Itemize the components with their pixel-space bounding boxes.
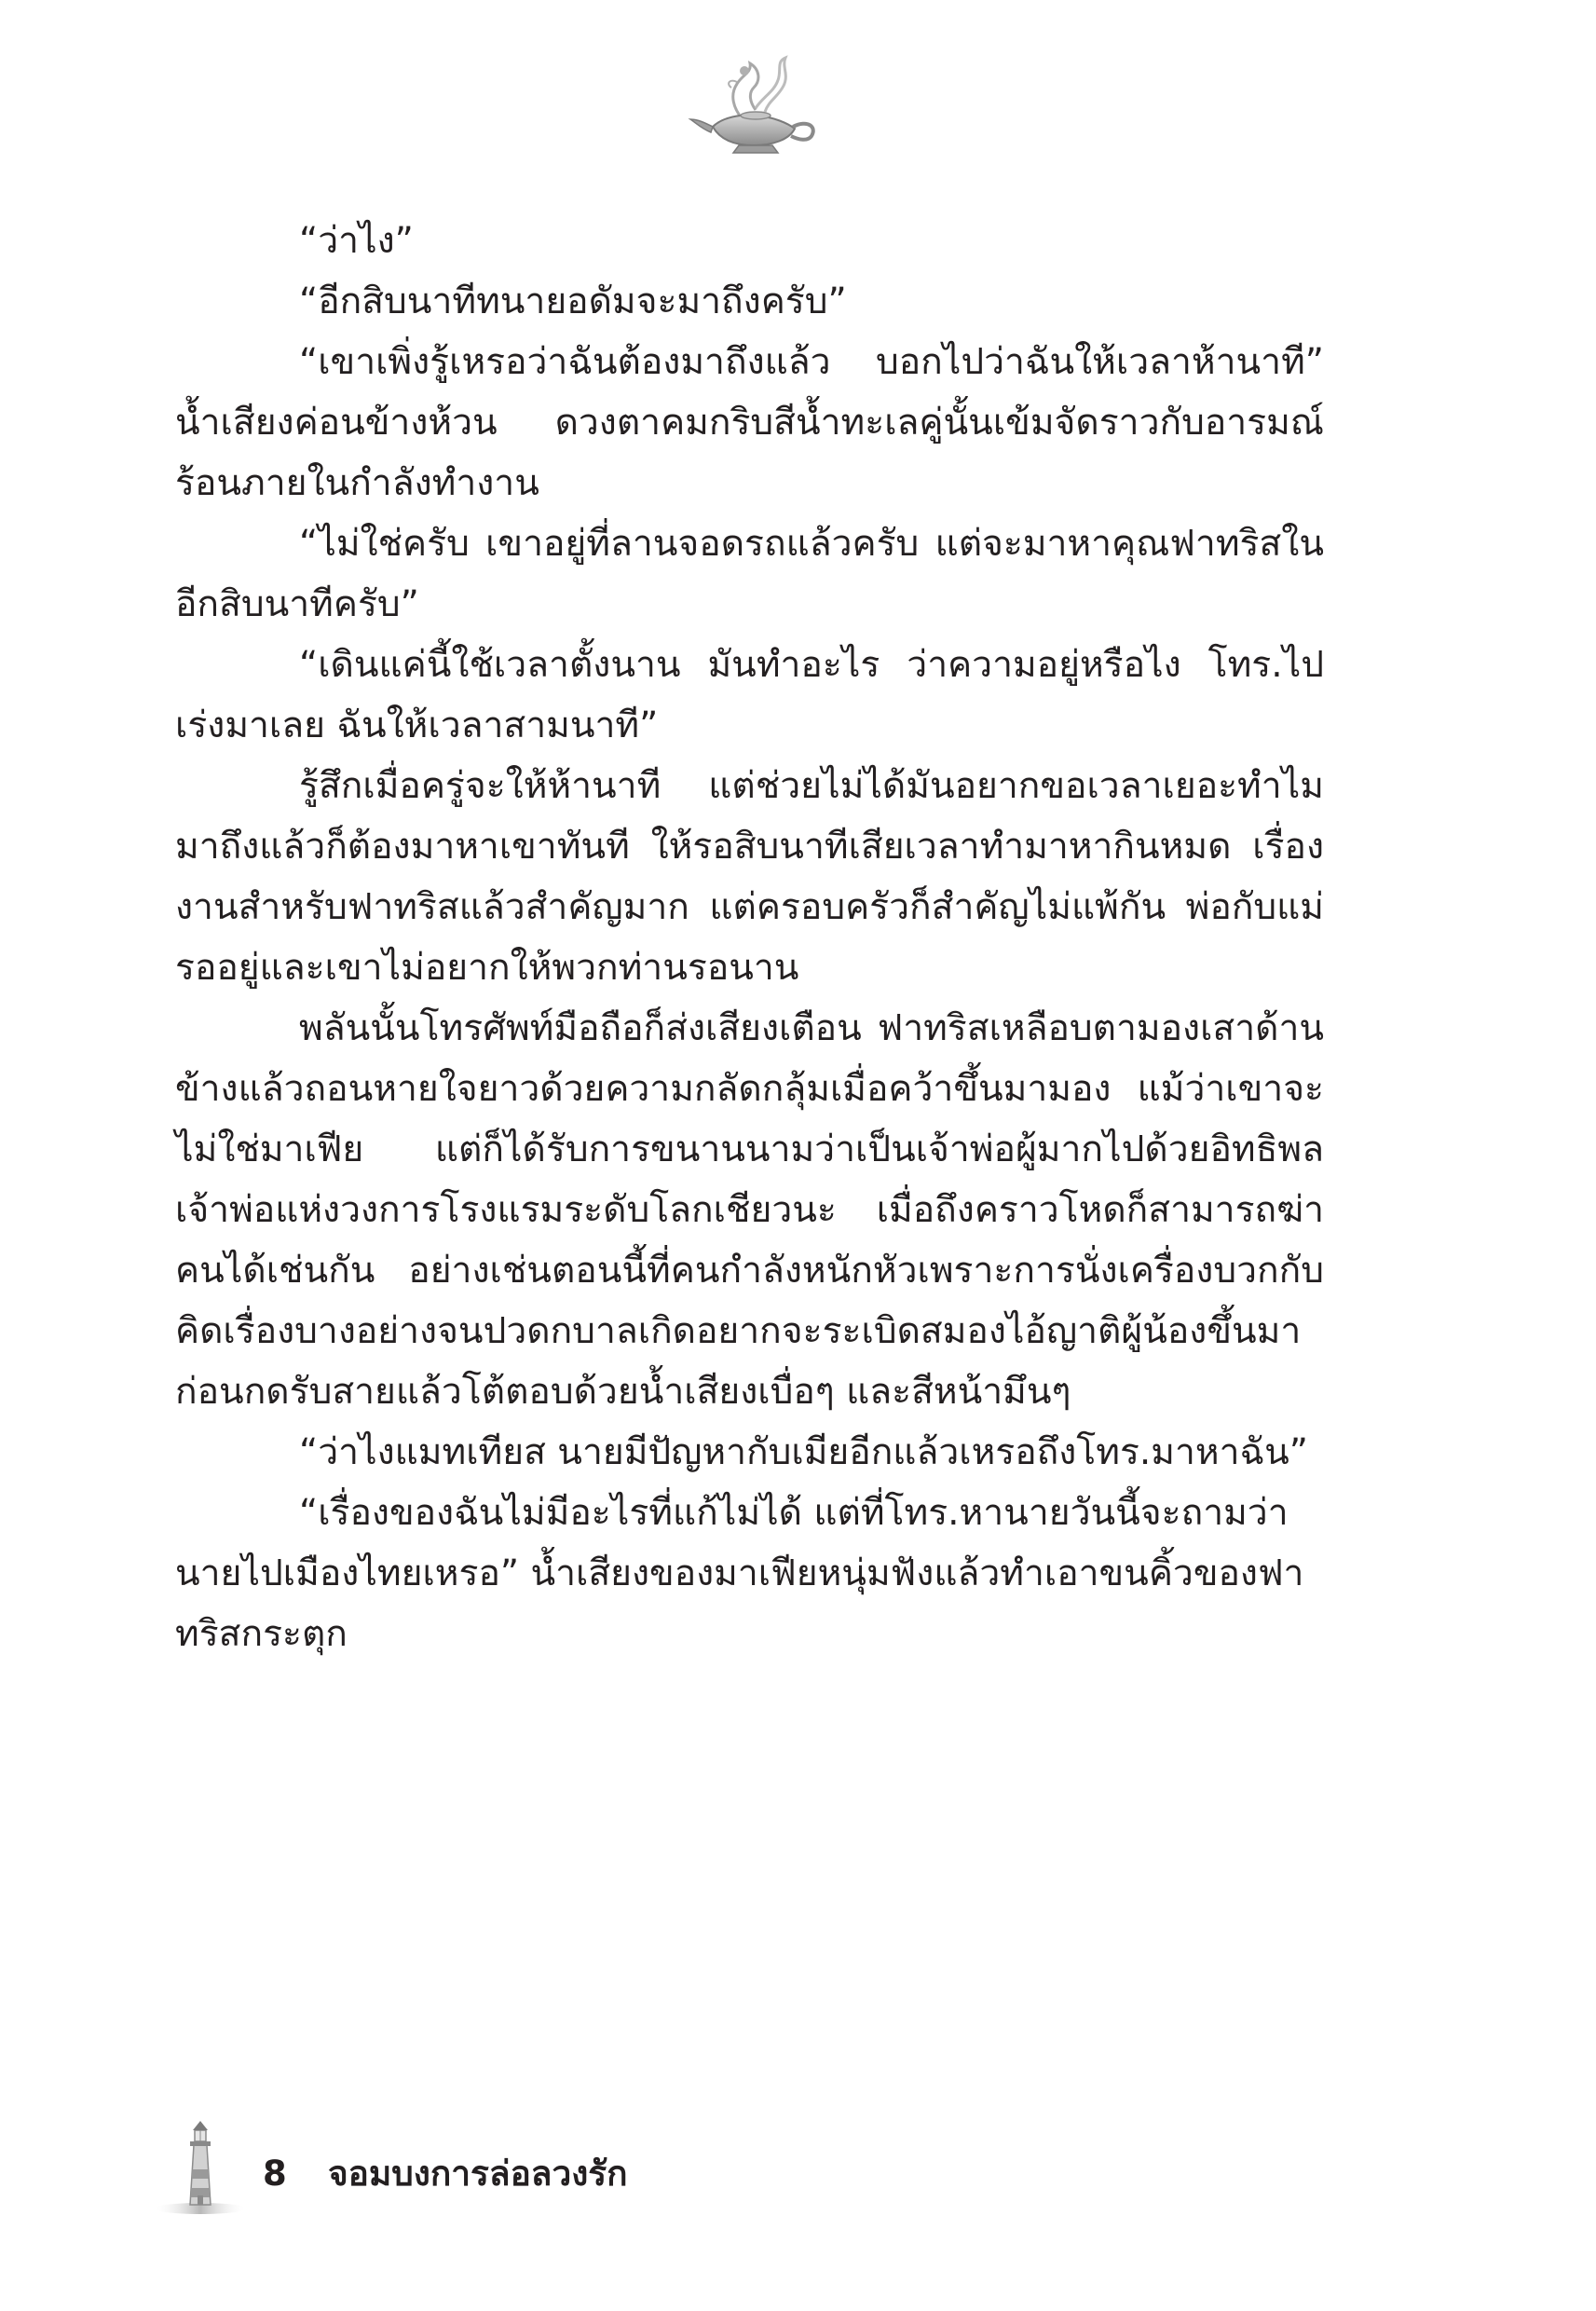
paragraph: “เดินแค่นี้ใช้เวลาตั้งนาน มันทำอะไร ว่าความอยู่หรือไง โทร.ไปเร่งมาเลย ฉันให้เวลาสามนาที” — [175, 644, 1324, 746]
page-footer — [149, 2117, 708, 2220]
body-text — [175, 211, 1324, 1664]
paragraph: “ว่าไง” — [299, 220, 414, 262]
paragraph: “ว่าไงแมทเทียส นายมีปัญหากับเมียอีกแล้วเหรอถึงโทร.มาหาฉัน” — [299, 1431, 1308, 1473]
paragraph: “เรื่องของฉันไม่มีอะไรที่แก้ไม่ได้ แต่ที่โทร.หานายวันนี้จะถามว่านายไปเมืองไทยเหรอ” น้ำเสียงของมาเฟียหนุ่มฟังแล้วทำเอาขนคิ้วของฟาทริสกระตุก — [175, 1492, 1304, 1655]
paragraph: “ไม่ใช่ครับ เขาอยู่ที่ลานจอดรถแล้วครับ แต่จะมาหาคุณฟาทริสในอีกสิบนาทีครับ” — [175, 523, 1324, 625]
book-title: จอมบงการล่อลวงรัก — [328, 2154, 628, 2194]
paragraph: พลันนั้นโทรศัพท์มือถือก็ส่งเสียงเตือน ฟาทริสเหลือบตามองเสาด้านข้างแล้วถอนหายใจยาวด้วยความกลัดกลุ้มเมื่อคว้าขึ้นมามอง แม้ว่าเขาจะไม่ใช่มาเฟีย แต่ก็ได้รับการขนานนามว่าเป็นเจ้าพ่อผู้มากไปด้วยอิทธิพล เจ้าพ่อแห่งวงการโรงแรมระดับโลกเชียวนะ เมื่อถึงคราวโหดก็สามารถฆ่าคนได้เช่นกัน อย่างเช่นตอนนี้ที่คนกำลังหนักหัวเพราะการนั่งเครื่องบวกกับคิดเรื่องบางอย่างจนปวดกบาลเกิดอยากจะระเบิดสมองไอ้ญาติผู้น้องขึ้นมา ก่อนกดรับสายแล้วโต้ตอบด้วยน้ำเสียงเบื่อๆ และสีหน้ามึนๆ — [175, 1007, 1324, 1413]
genie-lamp-icon — [685, 54, 825, 157]
paragraph: “อีกสิบนาทีทนายอดัมจะมาถึงครับ” — [299, 280, 847, 322]
paragraph: “เขาเพิ่งรู้เหรอว่าฉันต้องมาถึงแล้ว บอกไปว่าฉันให้เวลาห้านาที” น้ำเสียงค่อนข้างห้วน ดวงตาคมกริบสีน้ำทะเลคู่นั้นเข้มจัดราวกับอารมณ์ร้อนภายในกำลังทำงาน — [175, 341, 1324, 504]
page-number: 8 — [263, 2154, 287, 2194]
paragraph: รู้สึกเมื่อครู่จะให้ห้านาที แต่ช่วยไม่ได้มันอยากขอเวลาเยอะทำไม มาถึงแล้วก็ต้องมาหาเขาทันที ให้รอสิบนาทีเสียเวลาทำมาหากินหมด เรื่องงานสำหรับฟาทริสแล้วสำคัญมาก แต่ครอบครัวก็สำคัญไม่แพ้กัน พ่อกับแม่รออยู่และเขาไม่อยากให้พวกท่านรอนาน — [175, 765, 1324, 989]
lighthouse-icon — [149, 2117, 252, 2220]
